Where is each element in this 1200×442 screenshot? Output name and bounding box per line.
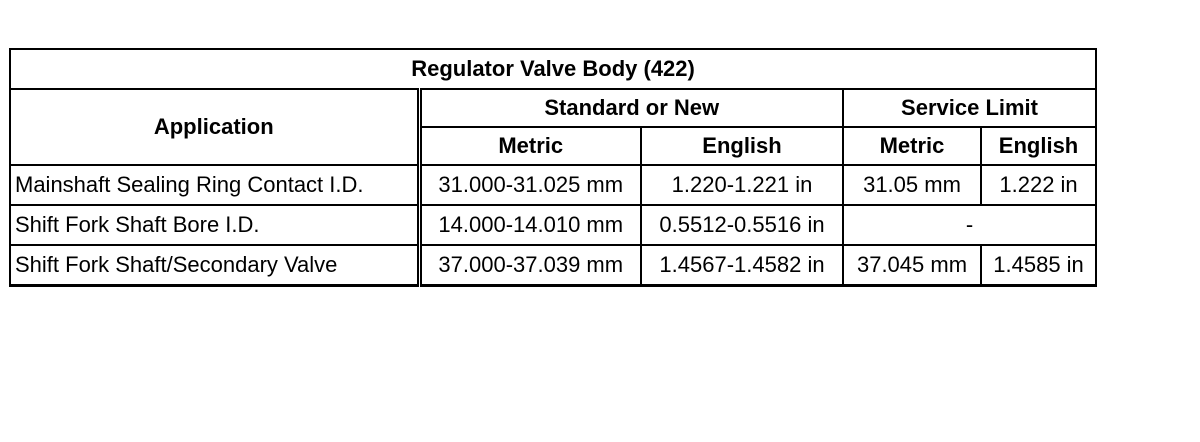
standard-metric-cell: 14.000-14.010 mm [419,205,641,245]
standard-english-cell: 0.5512-0.5516 in [641,205,843,245]
service-limit-header: Service Limit [843,89,1096,127]
standard-english-cell: 1.220-1.221 in [641,165,843,205]
standard-header: Standard or New [419,89,843,127]
service-english-cell: 1.222 in [981,165,1096,205]
standard-english-header: English [641,127,843,165]
service-metric-cell: 31.05 mm [843,165,981,205]
table-row [10,165,1096,205]
header-row-1 [10,89,1096,127]
service-english-cell: 1.4585 in [981,245,1096,285]
title-row [10,49,1096,89]
service-english-header: English [981,127,1096,165]
application-cell: Mainshaft Sealing Ring Contact I.D. [10,165,419,205]
service-metric-cell: 37.045 mm [843,245,981,285]
standard-metric-header: Metric [419,127,641,165]
service-metric-header: Metric [843,127,981,165]
standard-metric-cell: 31.000-31.025 mm [419,165,641,205]
application-cell: Shift Fork Shaft Bore I.D. [10,205,419,245]
spec-table [9,48,1097,287]
application-cell: Shift Fork Shaft/Secondary Valve [10,245,419,285]
standard-english-cell: 1.4567-1.4582 in [641,245,843,285]
service-limit-cell: - [843,205,1096,245]
table-row [10,245,1096,285]
application-header: Application [10,89,419,165]
table-title: Regulator Valve Body (422) [10,49,1096,89]
standard-metric-cell: 37.000-37.039 mm [419,245,641,285]
table-row [10,205,1096,245]
